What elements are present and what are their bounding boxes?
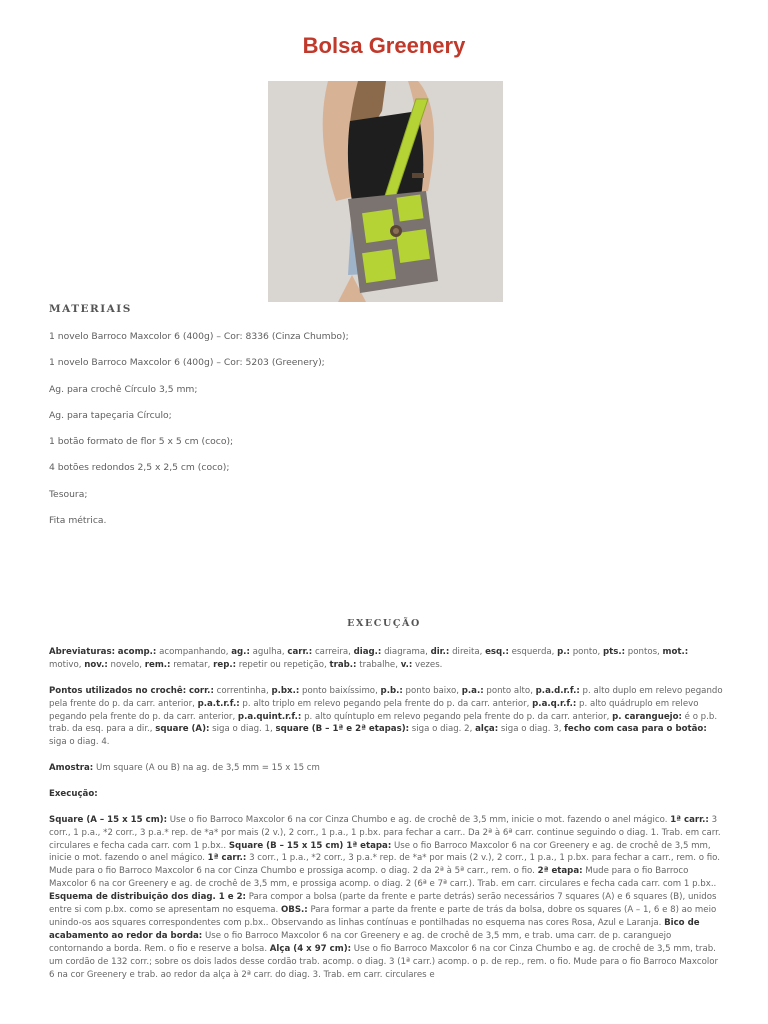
term-label: 1ª carr.:	[207, 853, 247, 864]
term-label: square (A):	[155, 724, 210, 735]
term-label: rep.:	[213, 659, 237, 670]
list-item: Fita métrica.	[49, 515, 107, 527]
term-label: acomp.:	[117, 647, 157, 657]
sample-text: Um square (A ou B) na ag. de 3,5 mm = 15 x 15 cm	[93, 763, 320, 774]
term-text: novelo,	[107, 659, 145, 670]
term-label: esq.:	[485, 647, 509, 657]
term-text: trabalhe,	[356, 659, 401, 670]
execution-label-paragraph	[49, 788, 723, 801]
execution-heading: EXECUÇÃO	[347, 618, 421, 629]
term-label: p.a.q.r.f.:	[532, 698, 577, 709]
term-text: siga o diag. 3,	[498, 724, 565, 735]
term-text: diagrama,	[381, 647, 431, 657]
term-text: esquerda,	[508, 647, 558, 657]
term-label: p.:	[557, 647, 570, 657]
term-text: ponto alto,	[483, 685, 536, 696]
term-label: diag.:	[353, 647, 382, 657]
term-text: rematar,	[170, 659, 214, 670]
term-label: p.bx.:	[271, 685, 300, 696]
list-item: 1 botão formato de flor 5 x 5 cm (coco);	[49, 436, 234, 448]
execution-body	[49, 646, 723, 984]
term-label: p.a.d.r.f.:	[535, 685, 580, 696]
list-item: 1 novelo Barroco Maxcolor 6 (400g) – Cor: 8336 (Cinza Chumbo);	[49, 331, 349, 342]
term-text: carreira,	[312, 647, 354, 657]
term-label: carr.:	[287, 647, 313, 657]
term-text: repetir ou repetição,	[236, 659, 330, 670]
term-text: Para compor a bolsa (parte da frente e parte detrás) serão necessários 7 squares (A) e 6 squares (B), unidos entre si com p.bx. como se apresentam no esquema.	[49, 892, 717, 916]
term-label: mot.:	[662, 647, 689, 657]
term-label: p.a.quint.r.f.:	[237, 711, 302, 722]
abbreviations-paragraph	[49, 646, 723, 672]
list-item: Tesoura;	[49, 488, 88, 500]
term-text: correntinha,	[213, 685, 272, 696]
term-text: Use o fio Barroco Maxcolor 6 na cor Greenery e ag. de crochê de 3,5 mm, inicie o mot. fazendo o anel mágico.	[49, 840, 711, 864]
term-text: siga o diag. 1,	[209, 724, 276, 735]
term-text: Para formar a parte da frente e parte de trás da bolsa, dobre os squares (A – 1, 6 e 8) ao meio unindo-os aos squares correspondentes com p.bx.. Observando as linhas contínuas e pontilhadas no esquema nas cores Rosa, Azul e Laranja.	[49, 905, 717, 928]
product-photo	[268, 81, 503, 302]
term-label: Alça (4 x 97 cm):	[269, 943, 352, 954]
term-text: 3 corr., 1 p.a., *2 corr., 3 p.a.* rep. de *a* por mais (2 v.), 2 corr., 1 p.a., 1 p.bx. para fechar a carr.. Da 2ª à 6ª carr. continue seguindo o diag. 1. Trab. em carr. circulares e fecha cada carr. com 1 p.bx..	[49, 814, 721, 851]
term-label: 2ª etapa:	[537, 866, 583, 877]
term-text: vezes.	[412, 659, 443, 670]
term-label: fecho com casa para o botão:	[564, 724, 707, 735]
term-label: Bico de acabamento ao redor da borda:	[49, 917, 700, 941]
term-label: p.a.t.r.f.:	[197, 698, 240, 709]
term-label: square (B – 1ª e 2ª etapas):	[275, 724, 410, 735]
term-text: Mude para o fio Barroco Maxcolor 6 na cor Greenery e ag. de crochê de 3,5 mm, e prossiga acomp. o diag. 2 (6ª e 7ª carr.). Trab. em carr. circulares e fecha cada carr. com 1 p.bx..	[49, 866, 717, 890]
term-label: Square (B – 15 x 15 cm) 1ª etapa:	[228, 840, 392, 851]
term-text: motivo,	[49, 659, 85, 670]
term-label: 1ª carr.:	[670, 814, 709, 825]
term-text: p. alto quíntuplo em relevo pegando pela frente do p. da carr. anterior,	[301, 711, 613, 722]
abbreviations-text	[49, 647, 688, 670]
instructions-paragraph	[49, 814, 723, 982]
term-label: Square (A – 15 x 15 cm):	[49, 814, 168, 825]
term-label: dir.:	[430, 647, 450, 657]
list-item: 4 botões redondos 2,5 x 2,5 cm (coco);	[49, 462, 230, 474]
term-label: trab.:	[329, 659, 357, 670]
term-label: corr.:	[188, 685, 214, 696]
term-label: rem.:	[144, 659, 171, 670]
term-label: Esquema de distribuição dos diag. 1 e 2:	[49, 892, 246, 903]
term-text: agulha,	[249, 647, 288, 657]
term-text: Use o fio Barroco Maxcolor 6 na cor Greenery e ag. de crochê de 3,5 mm, e trab. uma carr. de p. caranguejo contornando a borda. Rem. o fio e reserve a bolsa.	[49, 930, 672, 954]
list-item: 1 novelo Barroco Maxcolor 6 (400g) – Cor: 5203 (Greenery);	[49, 357, 325, 369]
term-text: acompanhando,	[156, 647, 232, 657]
materials-heading: MATERIAIS	[49, 303, 132, 315]
term-label: p. caranguejo:	[612, 711, 682, 722]
term-text: siga o diag. 4.	[49, 737, 110, 748]
points-paragraph	[49, 685, 723, 750]
term-label: v.:	[400, 659, 413, 670]
term-text: 3 corr., 1 p.a., *2 corr., 3 p.a.* rep. de *a* por mais (2 v.), 2 corr., 1 p.a., 1 p.bx. para fechar a carr., rem. o fio. Mude para o fio Barroco Maxcolor 6 na cor Cinza Chumbo e prossiga acomp. o diag. 2 da 2ª à 5ª carr., rem. o fio.	[49, 853, 721, 877]
term-text: ponto baixo,	[402, 685, 462, 696]
term-text: ponto,	[570, 647, 603, 657]
term-text: é o p.b. trab. da esq. para a dir.,	[49, 711, 718, 735]
term-text: p. alto duplo em relevo pegando pela frente do p. da carr. anterior,	[49, 685, 723, 709]
materials-list	[49, 331, 719, 541]
term-text: siga o diag. 2,	[409, 724, 476, 735]
execution-label: Execução:	[49, 788, 98, 799]
term-label: ag.:	[231, 647, 250, 657]
points-label: Pontos utilizados no crochê:	[49, 685, 187, 696]
list-item: Ag. para tapeçaria Círculo;	[49, 409, 172, 421]
term-text: ponto baixíssimo,	[299, 685, 381, 696]
term-text: pontos,	[625, 647, 663, 657]
term-text: p. alto quádruplo em relevo pegando pela frente do p. da carr. anterior,	[49, 698, 699, 722]
term-label: p.a.:	[461, 685, 484, 696]
sample-label: Amostra:	[49, 763, 94, 774]
list-item: Ag. para crochê Círculo 3,5 mm;	[49, 383, 198, 395]
term-text: p. alto triplo em relevo pegando pela frente do p. da carr. anterior,	[239, 698, 533, 709]
term-label: p.b.:	[380, 685, 403, 696]
term-label: nov.:	[84, 659, 108, 670]
bag-illustration	[268, 81, 503, 302]
abbreviations-label: Abreviaturas:	[49, 647, 116, 657]
sample-paragraph	[49, 762, 723, 775]
term-label: OBS.:	[280, 905, 308, 916]
term-label: alça:	[475, 724, 499, 735]
page-title: Bolsa Greenery	[302, 33, 466, 58]
term-label: pts.:	[602, 647, 626, 657]
term-text: direita,	[449, 647, 486, 657]
term-text: Use o fio Barroco Maxcolor 6 na cor Cinza Chumbo e ag. de crochê de 3,5 mm, trab. um cordão de 132 corr.; sobre os dois lados desse cordão trab. acomp. o diag. 3 (1ª carr.) acomp. o p. de rep., rem. o fio. Mude para o fio Barroco Maxcolor 6 na cor Greenery e trab. ao redor da alça à 2ª carr. do diag. 3. Trab. em carr. circulares e	[49, 943, 719, 980]
term-text: Use o fio Barroco Maxcolor 6 na cor Cinza Chumbo e ag. de crochê de 3,5 mm, inicie o mot. fazendo o anel mágico.	[167, 814, 671, 825]
